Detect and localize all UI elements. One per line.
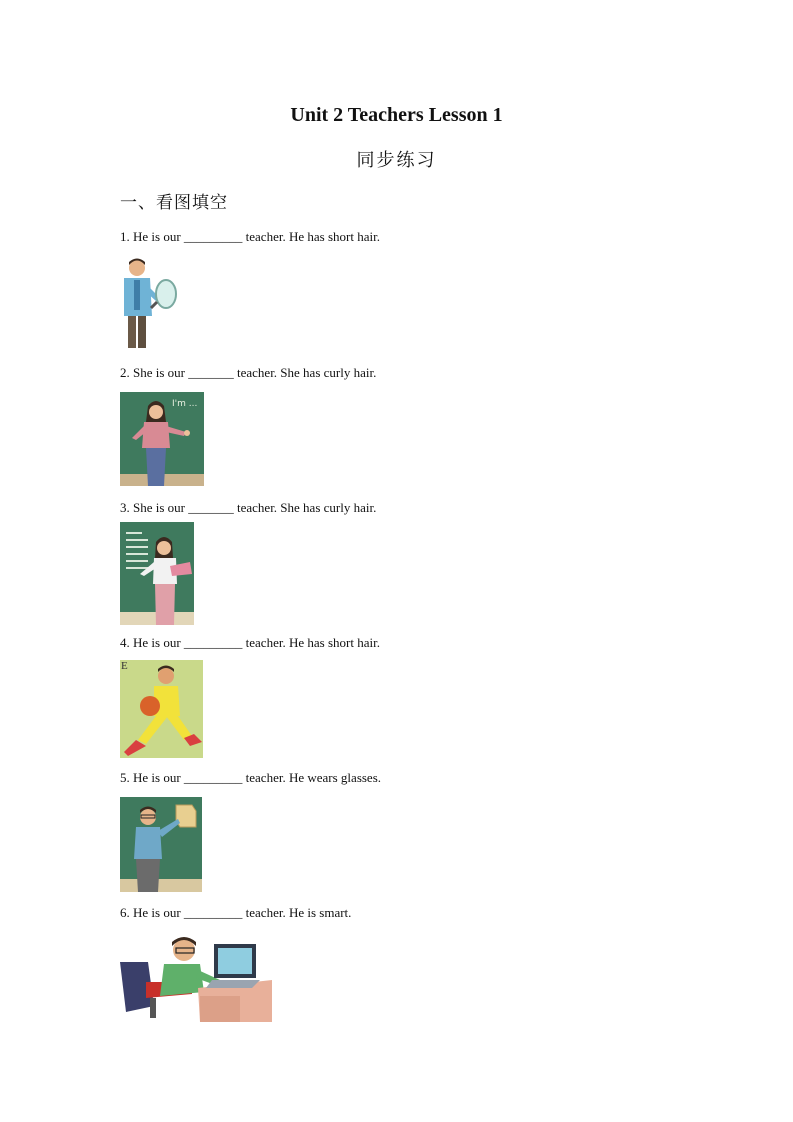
question-2: 2. She is our _______ teacher. She has curly hair. — [120, 365, 377, 380]
question-5: 5. He is our _________ teacher. He wears glasses. — [120, 770, 382, 785]
question-6: 6. He is our _________ teacher. He is smart. — [120, 905, 352, 920]
question-1: 1. He is our _________ teacher. He has short hair. — [120, 229, 380, 244]
picture-chinese-teacher — [120, 522, 194, 625]
question-4: 4. He is our _________ teacher. He has short hair. — [120, 635, 380, 650]
section-heading: 一、看图填空 — [120, 193, 228, 213]
picture-pe-teacher — [120, 660, 203, 758]
picture-computer-teacher — [120, 936, 272, 1022]
page-subtitle: 同步练习 — [356, 150, 437, 171]
corner-letter: E — [121, 660, 128, 672]
page-title: Unit 2 Teachers Lesson 1 — [290, 104, 503, 126]
board-text: I'm ... — [172, 399, 198, 409]
picture-english-teacher — [120, 392, 204, 486]
picture-maths-teacher — [120, 797, 202, 892]
question-3: 3. She is our _______ teacher. She has curly hair. — [120, 500, 377, 515]
picture-science-teacher — [120, 256, 180, 348]
